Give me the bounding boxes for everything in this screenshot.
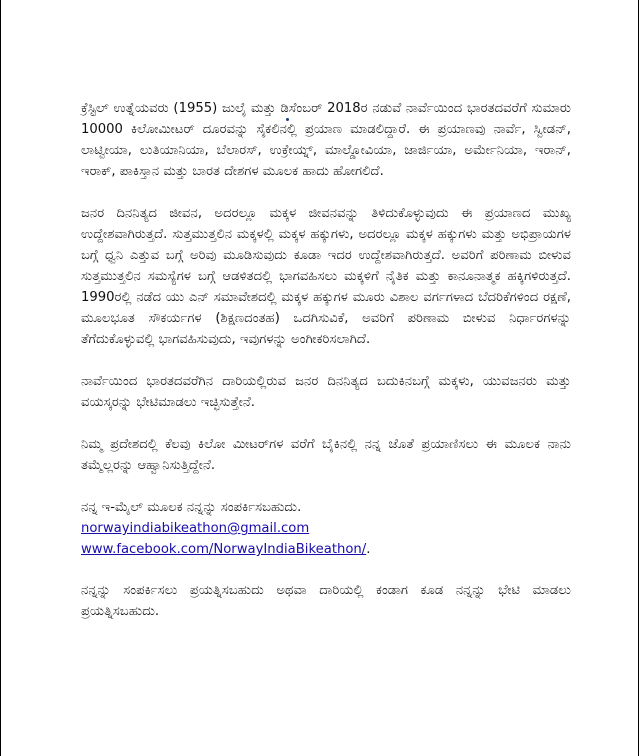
document-body	[81, 98, 571, 643]
facebook-link[interactable]: www.facebook.com/NorwayIndiaBikeathon/	[81, 542, 367, 557]
facebook-suffix: .	[366, 542, 371, 557]
paragraph-purpose: ಜನರ ದಿನನಿತ್ಯದ ಜೀವನ, ಅದರಲ್ಲೂ ಮಕ್ಕಳ ಜೀವನವನ್ನು ತಿಳಿದುಕೊಳ್ಳುವುದು ಈ ಪ್ರಯಾಣದ ಮುಖ್ಯ ಉದ್ದೇಶವಾಗಿರುತ್ತದೆ. ಸುತ್ತಮುತ್ತಲಿನ ಮಕ್ಕಳಲ್ಲಿ ಮಕ್ಕಳ ಹಕ್ಕುಗಳು, ಅದರಲ್ಲೂ ಮಕ್ಕಳ ಹಕ್ಕುಗಳು ಮತ್ತು ಅಭಿಪ್ರಾಯಗಳ ಬಗ್ಗೆ ಧ್ವನಿ ಎತ್ತುವ ಬಗ್ಗೆ ಅರಿವು ಮೂಡಿಸುವುದು ಕೂಡಾ ಇದರ ಉದ್ದೇಶವಾಗಿರುತ್ತದೆ. ಅವರಿಗೆ ಪರಿಣಾಮ ಬೀಳುವ ಸುತ್ತಮುತ್ತಲಿನ ಸಮಸ್ಯೆಗಳ ಬಗ್ಗೆ ಆಡಳಿತದಲ್ಲಿ ಭಾಗವಹಿಸಲು ಮಕ್ಕಳಿಗೆ ನೈತಿಕ ಮತ್ತು ಕಾನೂನಾತ್ಮಕ ಹಕ್ಕಿಗಳಿರುತ್ತದೆ. 1990ರಲ್ಲಿ ನಡೆದ ಯು ಎನ್ ಸಮಾವೇಶದಲ್ಲಿ ಮಕ್ಕಳ ಹಕ್ಕುಗಳ ಮೂರು ವಿಶಾಲ ವರ್ಗಗಳಾದ ಬೆದರಿಕೆಗಳಿಂದ ರಕ್ಷಣೆ, ಮೂಲಭೂತ ಸೌಕರ್ಯಗಳ (ಶಿಕ್ಷಣದಂತಹ) ಒದಗಿಸುವಿಕೆ, ಅವರಿಗೆ ಪರಿಣಾಮ ಬೀಳುವ ನಿರ್ಧಾರಗಳನ್ನು ತೆಗೆದುಕೊಳ್ಳುವಲ್ಲಿ ಭಾಗವಹಿಸುವುದು, ಇವುಗಳನ್ನು ಅಂಗೀಕರಿಸಲಾಗಿದೆ.	[81, 206, 571, 347]
paragraph-invitation: ನಿಮ್ಮ ಪ್ರದೇಶದಲ್ಲಿ ಕೆಲವು ಕಿಲೋ ಮೀಟರ್‌ಗಳ ವರೆಗೆ ಬೈಕಿನಲ್ಲಿ ನನ್ನ ಜೊತೆ ಪ್ರಯಾಣಿಸಲು ಈ ಮೂಲಕ ನಾನು ತಮ್ಮೆಲ್ಲರನ್ನು ಆಹ್ವಾನಿಸುತ್ತಿದ್ದೇನೆ.	[81, 437, 571, 473]
email-link[interactable]: norwayindiabikeathon@gmail.com	[81, 521, 310, 536]
paragraph-meet-people: ನಾರ್ವೆಯಿಂದ ಭಾರತದವರೆಗಿನ ದಾರಿಯಲ್ಲಿರುವ ಜನರ ದಿನನಿತ್ಯದ ಬದುಕಿನಬಗ್ಗೆ ಮಕ್ಕಳು, ಯುವಜನರು ಮತ್ತು ವಯಸ್ಕರನ್ನು ಭೇಟಿಮಾಡಲು ಇಚ್ಛಿಸುತ್ತೇನೆ.	[81, 374, 571, 410]
facebook-line	[81, 539, 571, 560]
paragraph-journey-intro: ಕ್ರೆಸ್ಟಿಲ್ ಉತ್ನೆಯವರು (1955) ಜುಲೈ ಮತ್ತು ಡಿಸೆಂಬರ್ 2018ರ ನಡುವೆ ನಾರ್ವೆಯಿಂದ ಭಾರತದವರೆಗೆ ಸುಮಾರು 10000 ಕಿಲೋಮೀಟರ್ ದೂರವನ್ನು ಸೈಕಲಿನಲ್ಲಿ ಪ್ರಯಾಣ ಮಾಡಲಿದ್ದಾರೆ. ಈ ಪ್ರಯಾಣವು ನಾರ್ವೆ, ಸ್ವೀಡನ್, ಲಾಟ್ವೀಯಾ, ಲುತಿಯಾನಿಯಾ, ಬೆಲಾರಸ್, ಉಕ್ರೇಯ್ನ್, ಮಾಲ್ಡೋವಿಯಾ, ಜಾರ್ಜಿಯಾ, ಅರ್ಮೇನಿಯಾ, ಇರಾನ್, ಇರಾಕ್, ಪಾಕಿಸ್ತಾನ ಮತ್ತು ಬಾರತ ದೇಶಗಳ ಮೂಲಕ ಹಾದು ಹೋಗಲಿದೆ.	[81, 101, 571, 179]
paragraph-closing: ನನ್ನನ್ನು ಸಂಪರ್ಕಿಸಲು ಪ್ರಯತ್ನಿಸಬಹುದು ಅಥವಾ ದಾರಿಯಲ್ಲಿ ಕಂಡಾಗ ಕೂಡ ನನ್ನನ್ನು ಭೇಟಿ ಮಾಡಲು ಪ್ರಯತ್ನಿಸಬಹುದು.	[81, 583, 571, 619]
contact-intro: ನನ್ನ ಇ-ಮೈಲ್ ಮೂಲಕ ನನ್ನನ್ನು ಸಂಪರ್ಕಿಸಬಹುದು.	[81, 500, 302, 515]
contact-section	[81, 497, 571, 560]
